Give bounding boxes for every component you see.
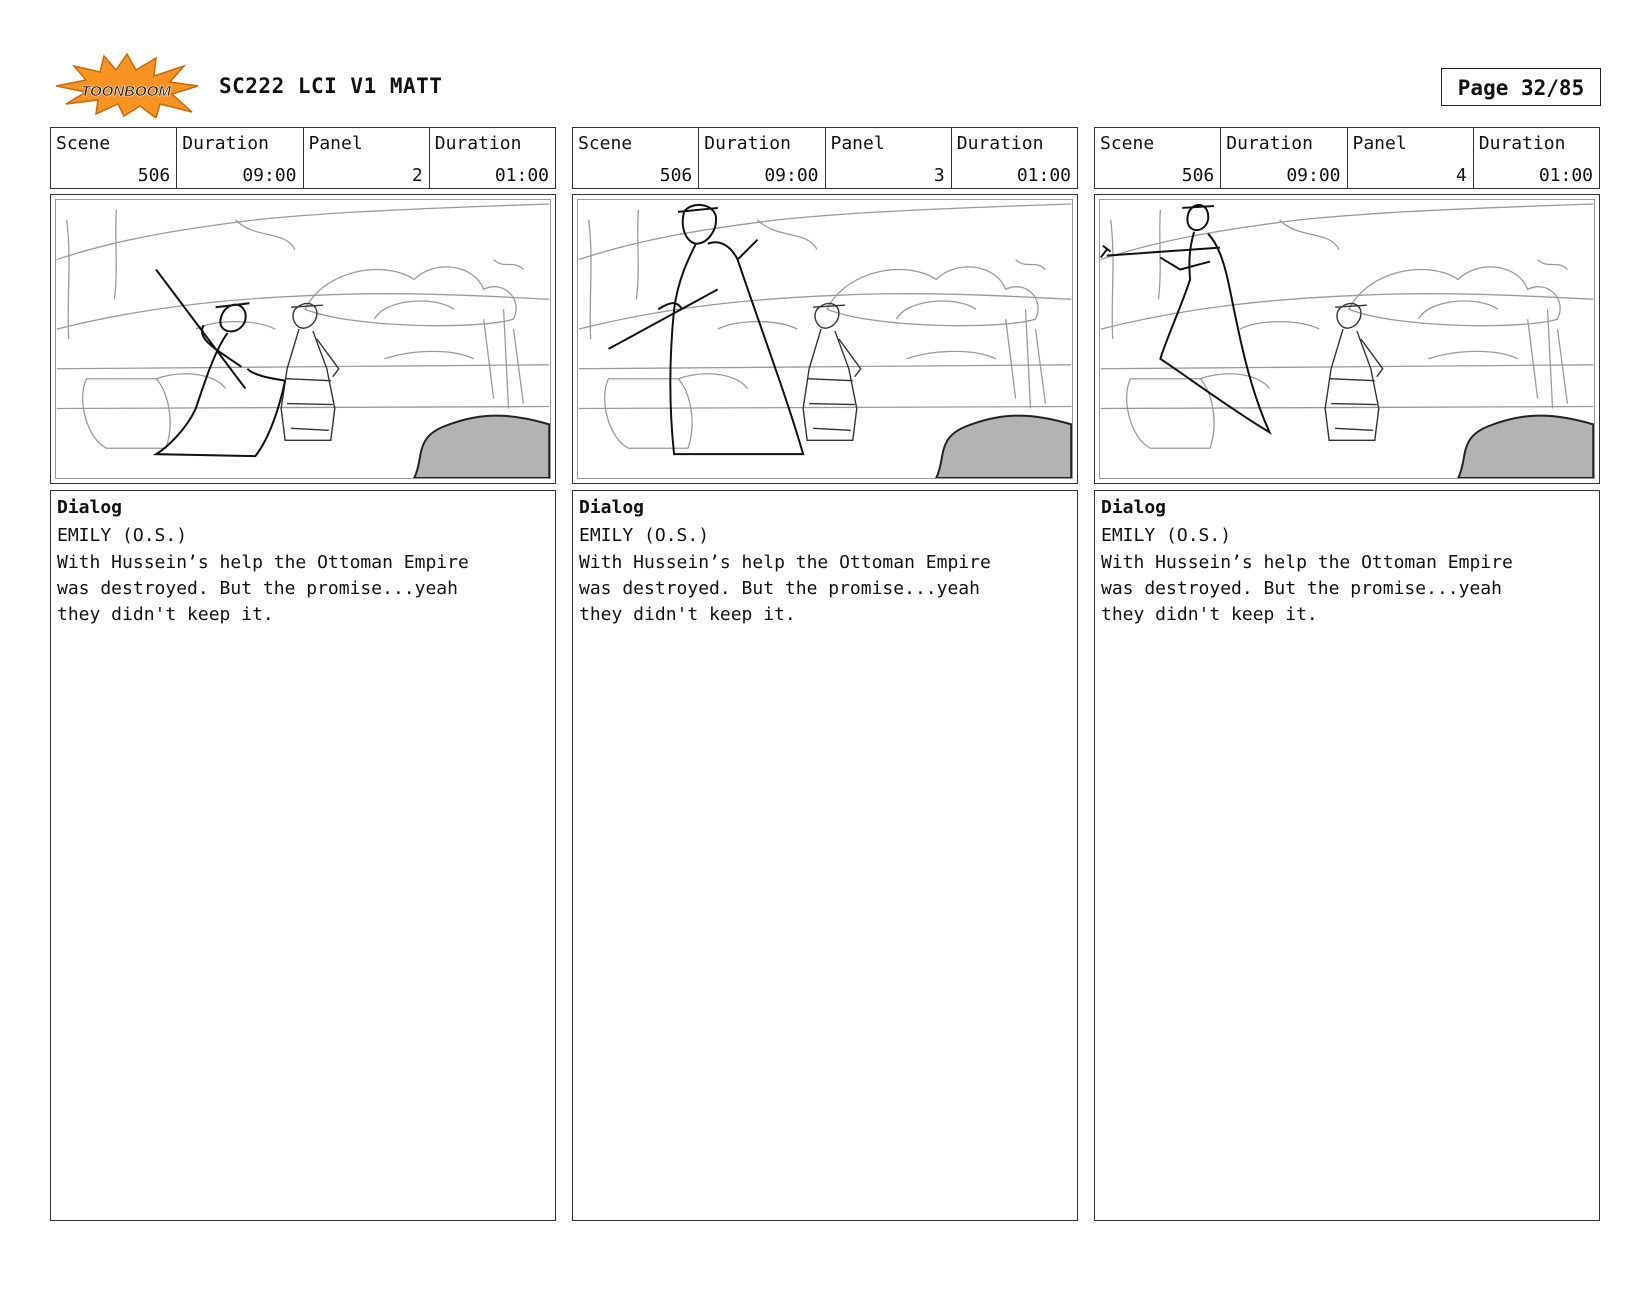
panel-duration-value: 01:00 (1538, 165, 1593, 186)
scene-number: 506 (1181, 165, 1215, 186)
dialog-line: was destroyed. But the promise...yeah (1101, 578, 1502, 599)
panel-info-table (1094, 127, 1600, 189)
ground-shape (414, 416, 549, 478)
panel-info-table (572, 127, 1078, 189)
scene-duration-label: Duration (704, 133, 791, 154)
ground-shape (936, 416, 1071, 478)
panel-number: 3 (933, 165, 945, 186)
scene-cell (1095, 128, 1221, 188)
panel-label: Panel (830, 133, 885, 154)
panel-info-table (50, 127, 556, 189)
logo-text: TOONBOOM (81, 83, 171, 100)
sketch-image (55, 199, 551, 479)
panel-duration-cell (1474, 128, 1599, 188)
panel-duration-cell (952, 128, 1077, 188)
dialog-text (579, 550, 1071, 628)
scene-label: Scene (578, 133, 633, 154)
dialog-heading: Dialog (579, 497, 645, 518)
dialog-line: With Hussein’s help the Ottoman Empire (57, 552, 469, 573)
panel-duration-label: Duration (956, 133, 1044, 154)
scene-duration-value: 09:00 (764, 165, 819, 186)
sketch-image (577, 199, 1073, 479)
panel-number: 4 (1455, 165, 1467, 186)
scene-duration-cell (1221, 128, 1347, 188)
dialog-heading: Dialog (57, 497, 123, 518)
panel-duration-label: Duration (1478, 133, 1566, 154)
scene-duration-label: Duration (182, 133, 269, 154)
dialog-speaker: EMILY (O.S.) (1101, 525, 1232, 546)
dialog-line: they didn't keep it. (1101, 604, 1318, 625)
panel-duration-cell (430, 128, 555, 188)
dialog-box (50, 490, 556, 1221)
dialog-line: With Hussein’s help the Ottoman Empire (1101, 552, 1513, 573)
dialog-line: they didn't keep it. (579, 604, 796, 625)
panel-duration-value: 01:00 (1016, 165, 1071, 186)
dialog-line: they didn't keep it. (57, 604, 274, 625)
dialog-speaker: EMILY (O.S.) (579, 525, 710, 546)
storyboard-panel-2 (50, 127, 556, 1221)
storyboard-panel-4 (1094, 127, 1600, 1221)
panel-cell (304, 128, 430, 188)
panel-label: Panel (308, 133, 363, 154)
panel-cell (826, 128, 952, 188)
scene-label: Scene (1100, 133, 1155, 154)
dialog-heading: Dialog (1101, 497, 1167, 518)
scene-cell (51, 128, 177, 188)
panel-image-frame (1094, 194, 1600, 484)
dialog-text (57, 550, 549, 628)
sketch-image (1099, 199, 1595, 479)
panel-label: Panel (1352, 133, 1407, 154)
panel-number: 2 (411, 165, 423, 186)
document-title: SC222 LCI V1 MATT (219, 74, 443, 98)
scene-duration-value: 09:00 (242, 165, 297, 186)
scene-duration-cell (177, 128, 303, 188)
ground-shape (1458, 416, 1593, 478)
scene-number: 506 (659, 165, 693, 186)
scene-cell (573, 128, 699, 188)
dialog-line: was destroyed. But the promise...yeah (57, 578, 458, 599)
scene-number: 506 (137, 165, 171, 186)
dialog-text (1101, 550, 1593, 628)
panel-image-frame (572, 194, 1078, 484)
panel-image-frame (50, 194, 556, 484)
storyboard-panel-3 (572, 127, 1078, 1221)
panel-duration-label: Duration (434, 133, 522, 154)
panel-cell (1348, 128, 1474, 188)
panel-duration-value: 01:00 (494, 165, 549, 186)
scene-duration-cell (699, 128, 825, 188)
dialog-box (1094, 490, 1600, 1221)
dialog-box (572, 490, 1078, 1221)
scene-label: Scene (56, 133, 111, 154)
toonboom-logo (52, 52, 202, 118)
scene-duration-value: 09:00 (1286, 165, 1341, 186)
dialog-line: was destroyed. But the promise...yeah (579, 578, 980, 599)
page-indicator: Page 32/85 (1441, 68, 1601, 106)
scene-duration-label: Duration (1226, 133, 1313, 154)
dialog-line: With Hussein’s help the Ottoman Empire (579, 552, 991, 573)
dialog-speaker: EMILY (O.S.) (57, 525, 188, 546)
